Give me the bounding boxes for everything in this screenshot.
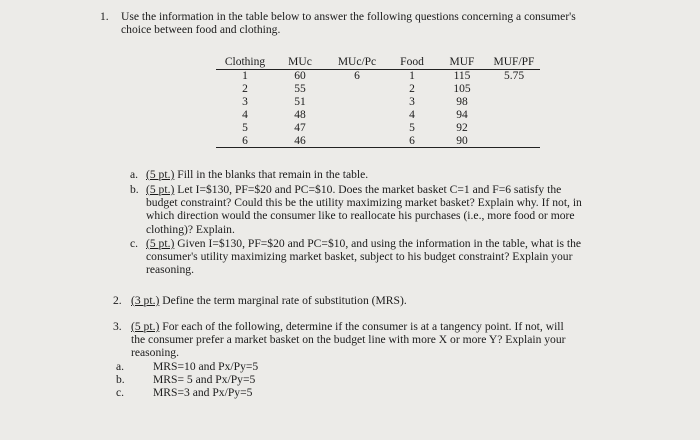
header-clothing: Clothing	[216, 56, 274, 70]
q1c-line-3: reasoning.	[146, 263, 194, 277]
table-row	[216, 70, 540, 83]
q3a-letter: a.	[116, 360, 125, 373]
table-cell: 5.75	[503, 70, 525, 82]
q3c-letter: c.	[116, 386, 125, 399]
q1a-body: Fill in the blanks that remain in the table.	[177, 168, 369, 181]
table-row	[216, 83, 540, 96]
table-cell: 5	[409, 121, 415, 134]
table-cell: 94	[456, 108, 468, 121]
table-cell	[488, 83, 540, 96]
q3-text	[131, 320, 676, 360]
table-cell	[326, 83, 388, 96]
table-cell: 5	[242, 121, 248, 134]
table-cell: 92	[456, 121, 468, 134]
q1c-letter: c.	[130, 237, 139, 250]
q1b-letter: b.	[130, 183, 139, 196]
q2-number: 2.	[113, 294, 122, 307]
table-row	[216, 122, 540, 135]
table-cell	[326, 122, 388, 135]
q2-points: (3 pt.)	[131, 294, 160, 307]
q1c-points: (5 pt.)	[146, 237, 175, 250]
table-cell: 2	[242, 82, 248, 95]
q1-intro	[121, 10, 681, 36]
q1b-line-4: clothing)? Explain.	[146, 222, 235, 236]
header-muf: MUF	[436, 56, 488, 70]
table-cell: 3	[242, 95, 248, 108]
table-cell	[488, 109, 540, 122]
q3-number: 3.	[113, 320, 122, 333]
table-cell: 6	[354, 70, 360, 82]
table-row	[216, 109, 540, 122]
table-header-row	[216, 56, 540, 70]
q2-text	[131, 294, 671, 307]
table-cell	[488, 135, 540, 148]
q3b-text: MRS= 5 and Px/Py=5	[153, 373, 256, 386]
table-cell: 46	[274, 135, 326, 148]
q2-body: Define the term marginal rate of substitution (MRS).	[162, 294, 407, 307]
table-cell	[488, 122, 540, 135]
table-cell: 6	[388, 135, 436, 148]
table-cell: 51	[294, 95, 306, 108]
q1b-text	[146, 183, 676, 236]
table-row	[216, 96, 540, 109]
q3b-letter: b.	[116, 373, 125, 386]
header-muc-pc: MUc/Pc	[326, 56, 388, 70]
q3-line-3: reasoning.	[131, 346, 179, 360]
table-cell: 3	[409, 95, 415, 108]
table-cell	[488, 96, 540, 109]
q1a-points: (5 pt.)	[146, 168, 175, 181]
q1c-text	[146, 237, 676, 277]
header-muf-pf: MUF/PF	[488, 56, 540, 70]
header-food: Food	[388, 56, 436, 70]
table-cell: 48	[294, 108, 306, 121]
table-row	[216, 135, 540, 148]
table-cell: 2	[409, 82, 415, 95]
table-cell	[326, 109, 388, 122]
q3a-text: MRS=10 and Px/Py=5	[153, 360, 259, 373]
table-cell: 55	[294, 82, 306, 95]
table-cell	[326, 135, 388, 148]
q3-line-1: For each of the following, determine if the consumer is at a tangency point. If not, will	[162, 320, 564, 333]
table-cell: 105	[453, 82, 471, 95]
table-cell: 115	[453, 70, 471, 82]
q1-intro-line-2: choice between food and clothing.	[121, 23, 281, 37]
table-cell: 1	[242, 70, 248, 82]
q1b-line-1: Let I=$130, PF=$20 and PC=$10. Does the market basket C=1 and F=6 satisfy the	[177, 183, 562, 196]
q1-number: 1.	[100, 10, 109, 23]
q1c-line-2: consumer's utility maximizing market basket, subject to his budget constraint? Explain your	[146, 250, 573, 264]
table-cell: 6	[216, 135, 274, 148]
table-cell: 47	[294, 121, 306, 134]
table-cell: 90	[436, 135, 488, 148]
q1-intro-line-1: Use the information in the table below to answer the following questions concerning a consumer's	[121, 10, 576, 23]
table-cell: 4	[409, 108, 415, 121]
q1c-line-1: Given I=$130, PF=$20 and PC=$10, and using the information in the table, what is the	[177, 237, 582, 250]
q1b-line-3: which direction would the consumer like to reallocate his purchases (i.e., more food or more	[146, 209, 575, 223]
table-cell	[326, 96, 388, 109]
q1b-points: (5 pt.)	[146, 183, 175, 196]
q1b-line-2: budget constraint? Could this be the utility maximizing market basket? Explain why. If not, in	[146, 196, 582, 210]
table-cell: 1	[409, 70, 415, 82]
header-muc: MUc	[274, 56, 326, 70]
table-cell: 4	[242, 108, 248, 121]
table-cell: 60	[294, 70, 306, 82]
utility-table	[216, 56, 540, 148]
q1a-letter: a.	[130, 168, 139, 181]
q3-points: (5 pt.)	[131, 320, 160, 333]
table-cell: 98	[456, 95, 468, 108]
q3-line-2: the consumer prefer a market basket on the budget line with more X or more Y? Explain your	[131, 333, 566, 347]
q1a-text	[146, 168, 676, 181]
q3c-text: MRS=3 and Px/Py=5	[153, 386, 253, 399]
